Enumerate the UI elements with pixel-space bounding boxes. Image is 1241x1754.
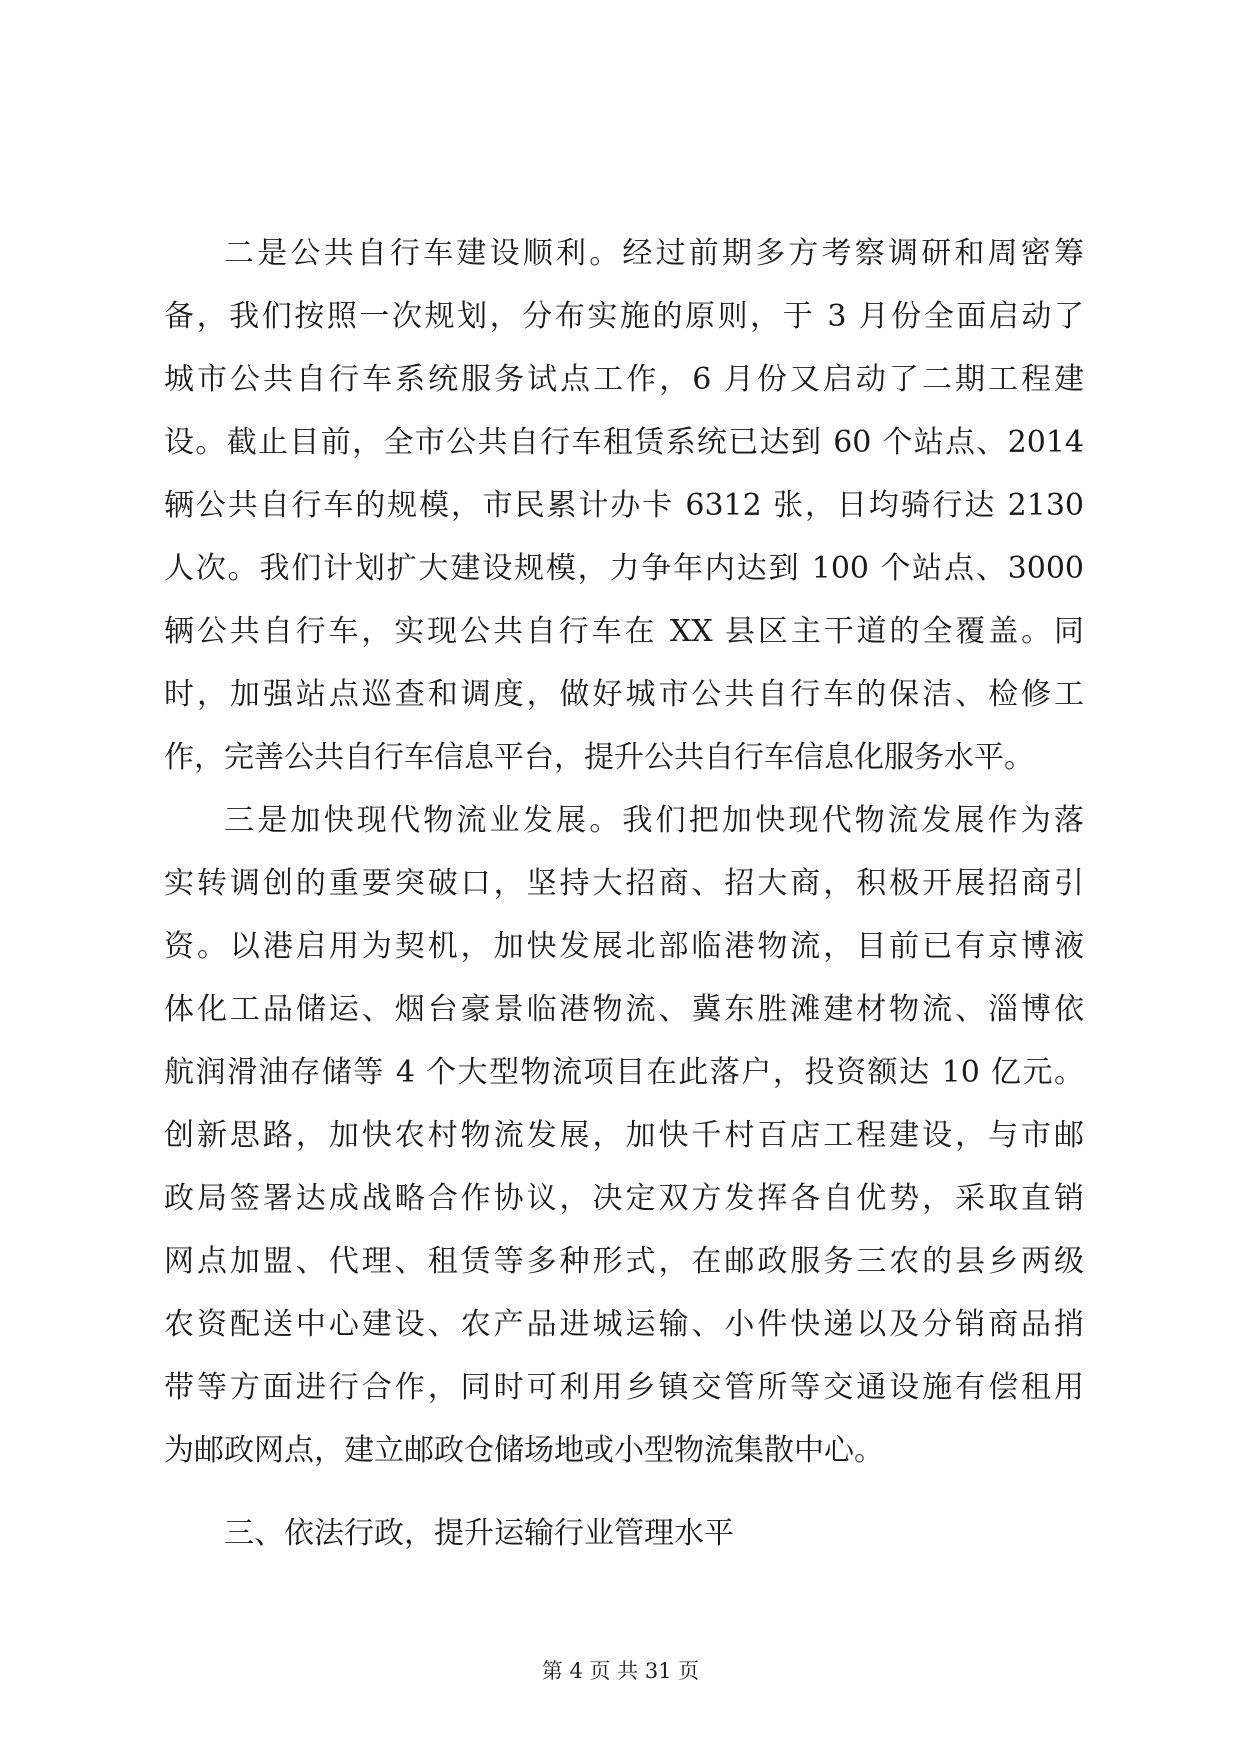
page-footer [0,1655,1241,1685]
text-line: 城市公共自行车系统服务试点工作，6 月份又启动了二期工程建 [164,362,1084,397]
text-line: 实转调创的重要突破口，坚持大招商、招大商，积极开展招商引 [164,866,1084,901]
text-line: 农资配送中心建设、农产品进城运输、小件快递以及分销商品捎 [164,1307,1084,1342]
text-line: 时，加强站点巡查和调度，做好城市公共自行车的保洁、检修工 [164,677,1084,712]
text-line: 体化工品储运、烟台豪景临港物流、冀东胜滩建材物流、淄博依 [164,992,1084,1027]
document-body [164,222,1084,1565]
text-line: 二是公共自行车建设顺利。经过前期多方考察调研和周密筹 [224,236,1084,271]
text-line: 作，完善公共自行车信息平台，提升公共自行车信息化服务水平。 [164,740,1034,775]
page-indicator: 第 4 页 共 31 页 [541,1659,700,1683]
text-line: 资。以港启用为契机，加快发展北部临港物流，目前已有京博液 [164,929,1084,964]
section-heading: 三、依法行政，提升运输行业管理水平 [224,1516,734,1551]
text-line: 辆公共自行车，实现公共自行车在 XX 县区主干道的全覆盖。同 [164,614,1084,649]
text-line: 政局签署达成战略合作协议，决定双方发挥各自优势，采取直销 [164,1181,1084,1216]
text-line: 三是加快现代物流业发展。我们把加快现代物流发展作为落 [224,803,1084,838]
text-line: 航润滑油存储等 4 个大型物流项目在此落户，投资额达 10 亿元。 [164,1055,1084,1090]
text-line: 辆公共自行车的规模，市民累计办卡 6312 张，日均骑行达 2130 [164,488,1084,523]
paragraph-bicycle [164,222,1084,789]
text-line: 设。截止目前，全市公共自行车租赁系统已达到 60 个站点、2014 [164,425,1084,460]
text-line: 人次。我们计划扩大建设规模，力争年内达到 100 个站点、3000 [164,551,1084,586]
text-line: 创新思路，加快农村物流发展，加快千村百店工程建设，与市邮 [164,1118,1084,1153]
text-line: 带等方面进行合作，同时可利用乡镇交管所等交通设施有偿租用 [164,1370,1084,1405]
paragraph-logistics [164,789,1084,1482]
text-line: 为邮政网点，建立邮政仓储场地或小型物流集散中心。 [164,1433,884,1468]
text-line: 备，我们按照一次规划，分布实施的原则，于 3 月份全面启动了 [164,299,1084,334]
text-line: 网点加盟、代理、租赁等多种形式，在邮政服务三农的县乡两级 [164,1244,1084,1279]
paragraph-gap [164,1482,1084,1502]
